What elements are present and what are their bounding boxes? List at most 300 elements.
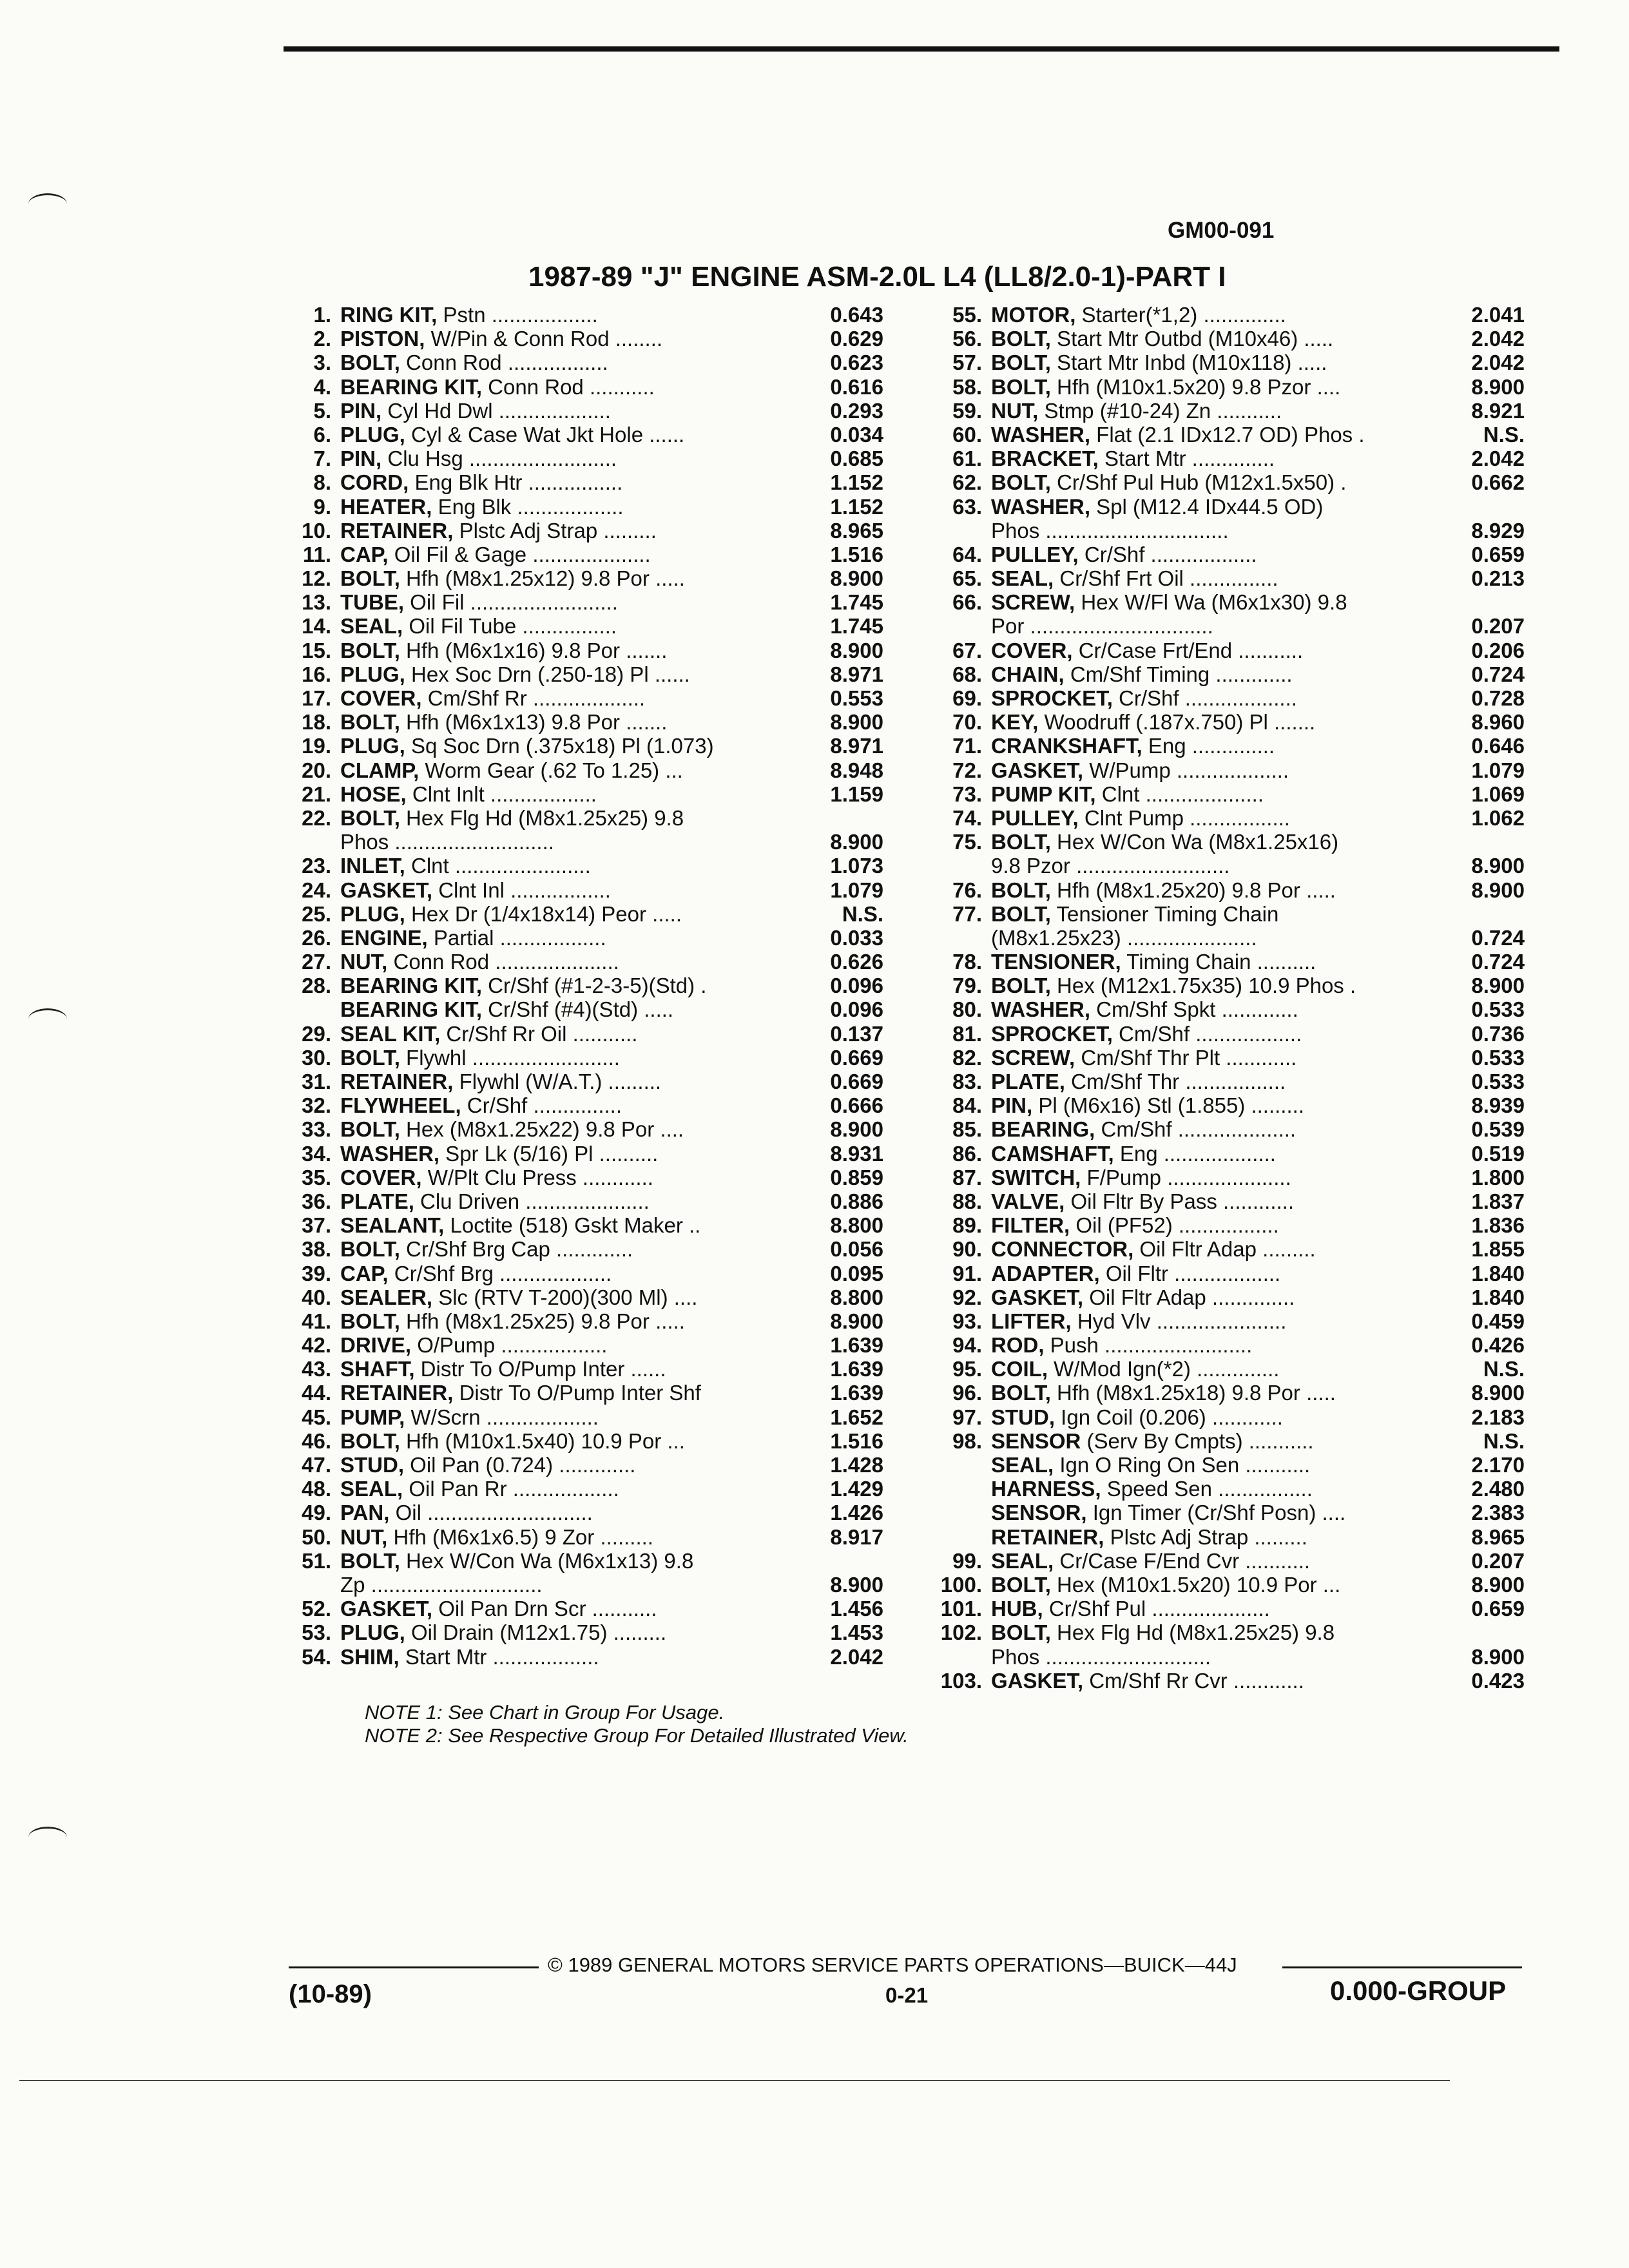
part-detail: Start Mtr .................. [399,1644,599,1669]
group-code: 1.456 [830,1597,883,1621]
part-name: KEY, [991,710,1039,735]
note-2: NOTE 2: See Respective Group For Detailed Illustrated View. [365,1724,909,1747]
group-code: 1.639 [830,1333,883,1358]
part-description [991,447,1490,470]
part-description [991,1117,1490,1141]
part-detail: Por ............................... [991,614,1213,639]
group-code: 0.533 [1471,997,1525,1022]
page-number: 0-21 [885,1983,929,2007]
part-description [340,423,785,447]
part-description [991,758,1490,782]
bottom-rule [19,2080,1450,2081]
part-number: 23. [302,854,331,878]
part-description [340,1405,785,1429]
part-description [340,1620,785,1644]
part-row [932,1046,1525,1070]
part-row [281,926,883,950]
part-detail: Start Mtr .............. [1098,447,1275,471]
part-number: 28. [302,974,331,998]
group-code: 2.042 [1471,327,1525,351]
group-code: 1.062 [1471,805,1525,830]
part-description [991,1333,1490,1357]
part-number: 52. [302,1597,331,1621]
part-detail: Cr/Case Frt/End ........... [1072,638,1304,662]
part-name: SENSOR [991,1428,1081,1453]
part-row [281,590,883,614]
group-code: 0.137 [830,1021,883,1046]
part-number: 40. [302,1285,331,1309]
part-detail: Cr/Shf .................. [1078,542,1257,566]
part-name: SENSOR, [991,1501,1087,1525]
part-description [991,519,1490,543]
part-number: 39. [302,1261,331,1285]
group-code: N.S. [1483,1428,1525,1453]
part-number: 74. [952,805,982,830]
part-row [932,1669,1525,1693]
part-description [991,614,1490,638]
part-number: 11. [302,542,331,566]
group-code: 1.840 [1471,1285,1525,1309]
part-description [340,1453,785,1477]
part-row [932,423,1525,447]
group-code: 8.900 [830,830,883,854]
part-number: 94. [952,1333,982,1358]
part-name: ADAPTER, [991,1261,1100,1285]
part-name: BOLT, [991,901,1051,926]
part-description [340,662,785,686]
part-row [281,1117,883,1141]
group-code: 8.900 [1471,974,1525,998]
part-detail: Cr/Shf (#1-2-3-5)(Std) . [482,974,707,998]
part-row [281,303,883,327]
part-row [932,1117,1525,1141]
group-code: 8.965 [830,518,883,543]
part-description [991,1525,1490,1549]
part-detail: Hfh (M10x1.5x40) 10.9 Por ... [400,1428,685,1453]
part-row [281,1333,883,1357]
part-detail: Oil Pan (0.724) ............. [404,1453,636,1477]
part-number: 69. [952,686,982,710]
group-code: 0.626 [830,950,883,974]
group-code: 8.971 [830,662,883,686]
part-number: 100. [940,1572,982,1597]
part-name: SEALANT, [340,1213,445,1238]
part-row [932,1285,1525,1309]
part-number: 44. [302,1381,331,1405]
part-description [340,926,785,950]
group-code: 2.042 [830,1644,883,1669]
part-name: FILTER, [991,1213,1070,1238]
part-row [932,1357,1525,1381]
part-name: SHIM, [340,1644,400,1669]
part-number: 80. [952,997,982,1022]
part-number: 54. [302,1644,331,1669]
part-number: 65. [952,566,982,591]
part-row [932,351,1525,374]
part-description [340,902,785,926]
part-row [281,1237,883,1261]
part-description [340,1166,785,1189]
part-row [932,375,1525,399]
part-detail: Oil ............................ [389,1501,593,1525]
group-code: 0.459 [1471,1309,1525,1333]
group-code: 0.724 [1471,925,1525,950]
part-number: 56. [952,327,982,351]
part-detail: Hfh (M6x1x16) 9.8 Por ....... [400,638,668,662]
part-name: CONNECTOR, [991,1237,1134,1262]
part-detail: Oil Pan Rr .................. [403,1477,619,1501]
part-description [340,1262,785,1285]
part-detail: Flat (2.1 IDx12.7 OD) Phos . [1090,422,1365,447]
part-name: STUD, [340,1453,404,1477]
part-name: TUBE, [340,590,404,615]
part-detail: Cm/Shf Rr Cvr ............ [1083,1668,1304,1693]
part-row [281,997,883,1021]
part-detail: Eng Blk Htr ................ [409,470,623,495]
part-number: 47. [302,1453,331,1477]
group-code: 1.453 [830,1620,883,1645]
part-description [991,806,1490,830]
part-detail: Cm/Shf Spkt ............. [1090,997,1298,1022]
part-name: WASHER, [991,494,1091,519]
part-detail: Cr/Shf Frt Oil ............... [1054,566,1278,591]
part-row [932,566,1525,590]
part-number: 45. [302,1405,331,1429]
part-detail: Hex (M8x1.25x22) 9.8 Por .... [400,1117,684,1142]
part-number: 101. [940,1597,982,1621]
group-code: 8.900 [1471,1644,1525,1669]
part-name: WASHER, [991,422,1091,447]
part-description [340,1357,785,1381]
part-row [932,997,1525,1021]
part-name: BOLT, [991,1381,1051,1405]
part-name: CAP, [340,542,389,566]
part-row [281,758,883,782]
part-detail: Conn Rod ........... [482,374,655,399]
part-detail: Oil Fil & Gage .................... [388,542,651,566]
part-number: 18. [302,710,331,735]
part-detail: Eng Blk .................. [432,494,624,519]
part-number: 55. [952,303,982,327]
part-row [281,543,883,566]
part-row [932,1309,1525,1333]
part-description [340,303,785,327]
part-name: BOLT, [340,1117,400,1142]
part-row [932,830,1525,854]
part-description [991,1453,1490,1477]
part-name: BEARING, [991,1117,1095,1142]
group-code: 0.206 [1471,638,1525,662]
part-description [340,566,785,590]
note-1: NOTE 1: See Chart in Group For Usage. [365,1701,725,1724]
part-name: INLET, [340,854,405,878]
part-number: 50. [302,1524,331,1549]
part-row [281,1429,883,1453]
part-row [932,1405,1525,1429]
part-number: 15. [302,638,331,662]
group-code: 0.629 [830,327,883,351]
part-row [932,1333,1525,1357]
part-name: PLUG, [340,1620,405,1645]
part-number: 87. [952,1165,982,1189]
part-number: 61. [952,447,982,471]
part-row [281,1070,883,1093]
part-description [340,830,785,854]
part-description [991,974,1490,997]
part-detail: Clnt .................... [1095,782,1264,806]
part-description [340,686,785,710]
part-row [281,878,883,902]
part-detail: Cm/Shf .................. [1112,1021,1302,1046]
group-code: 8.900 [830,1309,883,1333]
part-number: 30. [302,1045,331,1070]
part-number: 76. [952,878,982,902]
part-row [281,1620,883,1644]
part-number: 57. [952,351,982,375]
part-description [340,590,785,614]
part-description [340,1549,785,1573]
part-description [991,1046,1490,1070]
group-code: 1.079 [1471,758,1525,782]
part-name: RETAINER, [991,1524,1104,1549]
part-number: 42. [302,1333,331,1358]
part-description [991,1477,1490,1501]
part-row [281,1213,883,1237]
part-number: 71. [952,734,982,758]
part-row [932,639,1525,662]
part-description [991,782,1490,806]
part-row [932,399,1525,423]
group-code: 0.886 [830,1189,883,1213]
part-row [281,1501,883,1524]
part-detail: Cm/Shf Timing ............. [1064,662,1293,686]
part-description [991,351,1490,374]
part-name: SEAL, [991,1453,1054,1477]
part-number: 8. [313,470,331,495]
part-detail: Oil Drain (M12x1.75) ......... [405,1620,667,1645]
part-name: HUB, [991,1597,1043,1621]
part-description [991,950,1490,974]
part-detail: Starter(*1,2) .............. [1075,303,1286,327]
part-number: 84. [952,1093,982,1118]
part-row [932,327,1525,351]
group-code: 0.207 [1471,1548,1525,1573]
part-number: 37. [302,1213,331,1238]
part-detail: (M8x1.25x23) ...................... [991,925,1257,950]
part-description [340,327,785,351]
part-number: 81. [952,1021,982,1046]
part-row [281,327,883,351]
part-detail: Phos ........................... [340,830,554,854]
part-row [932,1166,1525,1189]
group-code: 8.971 [830,734,883,758]
part-row [932,1213,1525,1237]
group-code: 1.152 [830,494,883,519]
group-code: 1.069 [1471,782,1525,806]
part-row [932,926,1525,950]
part-row [932,614,1525,638]
part-detail: Ign Coil (0.206) ............ [1055,1405,1283,1429]
part-number: 24. [302,878,331,902]
part-detail: Hfh (M8x1.25x25) 9.8 Por ..... [400,1309,685,1333]
part-name: GASKET, [340,878,433,902]
part-detail: Oil Fltr Adap ......... [1133,1237,1316,1262]
group-code: 8.900 [1471,1381,1525,1405]
part-description [991,1213,1490,1237]
part-name: RETAINER, [340,518,454,543]
part-row [281,375,883,399]
part-detail: Hyd Vlv ...................... [1071,1309,1287,1333]
part-row [932,1525,1525,1549]
part-row [932,758,1525,782]
part-detail: Conn Rod ..................... [387,950,619,974]
part-name: CHAIN, [991,662,1065,686]
part-detail: Clu Hsg ......................... [381,447,617,471]
group-code: 2.042 [1471,351,1525,375]
part-name: BOLT, [991,374,1051,399]
part-name: BOLT, [991,470,1051,495]
part-number: 14. [302,614,331,639]
part-number: 90. [952,1237,982,1262]
group-code: 8.900 [830,1117,883,1142]
part-row [281,710,883,734]
part-name: DRIVE, [340,1333,412,1358]
part-detail: Oil (PF52) ................. [1070,1213,1279,1238]
group-code: 1.837 [1471,1189,1525,1213]
group-code: 2.170 [1471,1453,1525,1477]
part-description [991,1669,1490,1693]
part-name: NUT, [340,1524,388,1549]
part-number: 7. [313,447,331,471]
part-detail: Hfh (M10x1.5x20) 9.8 Pzor .... [1050,374,1341,399]
part-number: 22. [302,805,331,830]
part-name: RING KIT, [340,303,438,327]
part-description [991,1237,1490,1261]
group-code: 1.639 [830,1381,883,1405]
part-number: 48. [302,1477,331,1501]
part-description [991,1070,1490,1093]
part-name: WASHER, [991,997,1091,1022]
part-detail: Cr/Shf Brg ................... [388,1261,612,1285]
part-row [932,1070,1525,1093]
part-detail: Sq Soc Drn (.375x18) Pl (1.073) [405,734,714,758]
part-detail: Hex Dr (1/4x18x14) Peor ..... [405,901,682,926]
part-description [991,1381,1490,1405]
part-name: CLAMP, [340,758,419,782]
part-name: PUMP KIT, [991,782,1096,806]
part-detail: Cr/Shf Pul Hub (M12x1.5x50) . [1050,470,1347,495]
group-code: 8.939 [1471,1093,1525,1118]
part-row [932,1620,1525,1644]
part-description [340,447,785,470]
part-detail: Cr/Shf (#4)(Std) ..... [482,997,674,1022]
part-name: HEATER, [340,494,432,519]
part-row [932,1477,1525,1501]
part-number: 75. [952,830,982,854]
part-number: 21. [302,782,331,806]
part-row [281,470,883,494]
part-row [932,782,1525,806]
group-code: 1.428 [830,1453,883,1477]
part-number: 83. [952,1070,982,1093]
part-detail: Spr Lk (5/16) Pl .......... [439,1141,659,1166]
group-code: 8.900 [830,566,883,591]
group-code: 1.159 [830,782,883,806]
part-number: 95. [952,1357,982,1381]
group-code: 0.553 [830,686,883,710]
part-description [991,1093,1490,1117]
part-name: COIL, [991,1357,1048,1381]
part-row [281,1405,883,1429]
part-description [340,758,785,782]
part-number: 72. [952,758,982,782]
part-detail: Phos ............................... [991,518,1229,543]
group-code: 0.096 [830,974,883,998]
part-row [932,1453,1525,1477]
part-number: 64. [952,542,982,566]
part-description [991,1262,1490,1285]
group-code: 0.659 [1471,542,1525,566]
part-name: RETAINER, [340,1381,454,1405]
part-description [340,1189,785,1213]
part-description [340,782,785,806]
part-name: BOLT, [340,805,400,830]
part-row [932,1189,1525,1213]
part-number: 89. [952,1213,982,1238]
group-label: 0.000-GROUP [1330,1975,1507,2006]
part-detail: Hex (M12x1.75x35) 10.9 Phos . [1050,974,1356,998]
part-name: PLUG, [340,662,405,686]
part-name: BOLT, [991,830,1051,854]
part-number: 91. [952,1261,982,1285]
part-name: BEARING KIT, [340,374,483,399]
part-detail: Hfh (M6x1x13) 9.8 Por ....... [400,710,668,735]
part-detail: Pl (M6x16) Stl (1.855) ......... [1032,1093,1304,1118]
part-detail: Cyl Hd Dwl ................... [381,398,611,423]
group-code: 0.669 [830,1070,883,1093]
part-row [281,1525,883,1549]
group-code: 1.429 [830,1477,883,1501]
part-detail: Push ......................... [1044,1333,1253,1358]
part-description [991,710,1490,734]
part-name: PAN, [340,1501,390,1525]
part-description [991,1166,1490,1189]
part-detail: W/Scrn ................... [405,1405,599,1429]
part-row [281,806,883,830]
part-description [340,1381,785,1405]
part-name: FLYWHEEL, [340,1093,461,1118]
part-description [991,639,1490,662]
part-number: 5. [313,398,331,423]
part-row [281,830,883,854]
part-name: BOLT, [340,566,400,591]
part-number: 43. [302,1357,331,1381]
part-row [281,662,883,686]
part-name: SHAFT, [340,1357,415,1381]
part-detail: Conn Rod ................. [400,351,608,375]
part-description [340,1645,785,1669]
part-detail: Hex Flg Hd (M8x1.25x25) 9.8 [1050,1620,1335,1645]
footer-copyright: © 1989 GENERAL MOTORS SERVICE PARTS OPERATIONS—BUICK—44J [548,1954,1237,1976]
part-number: 31. [302,1070,331,1093]
part-name: SEAL, [991,1548,1054,1573]
part-row [281,566,883,590]
group-code: 8.929 [1471,518,1525,543]
part-description [991,1573,1490,1597]
part-detail: Hex W/Con Wa (M8x1.25x16) [1050,830,1339,854]
part-name: BOLT, [991,1620,1051,1645]
part-name: PLATE, [991,1070,1065,1093]
